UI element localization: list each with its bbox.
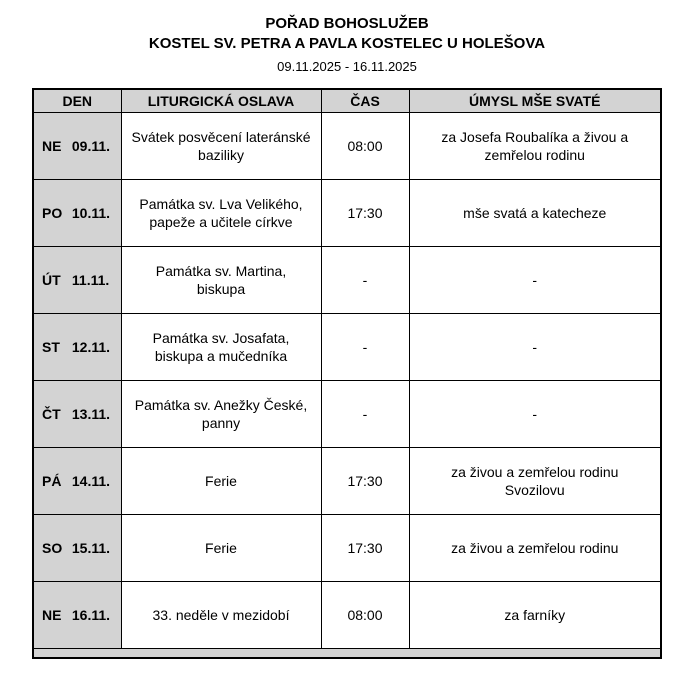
time-cell: 08:00: [321, 112, 409, 179]
day-abbr: PÁ: [42, 472, 62, 489]
footer-strip-cell: [33, 648, 661, 658]
celebration-cell: 33. neděle v mezidobí: [121, 581, 321, 648]
time-cell: 17:30: [321, 179, 409, 246]
day-abbr: NE: [42, 606, 62, 623]
church-name: KOSTEL SV. PETRA A PAVLA KOSTELEC U HOLEŠOVA: [148, 35, 546, 53]
time-cell: 17:30: [321, 514, 409, 581]
day-abbr: ČT: [42, 405, 61, 422]
day-abbr: ST: [42, 338, 60, 355]
day-abbr: ÚT: [42, 271, 61, 288]
intention-cell: za živou a zemřelou rodinu Svozilovu: [409, 447, 661, 514]
table-row: [33, 380, 661, 447]
table-row: [33, 514, 661, 581]
table-header-row: [33, 89, 661, 113]
day-cell: [33, 447, 121, 514]
header-cell-umysl: ÚMYSL MŠE SVATÉ: [409, 89, 661, 113]
day-date: 09.11.: [71, 137, 111, 154]
day-cell: [33, 514, 121, 581]
day-abbr: SO: [42, 539, 63, 556]
day-cell: [33, 581, 121, 648]
time-cell: -: [321, 313, 409, 380]
intention-cell: -: [409, 246, 661, 313]
time-cell: 08:00: [321, 581, 409, 648]
intention-cell: za Josefa Roubalíka a živou a zemřelou rodinu: [409, 112, 661, 179]
table-row: [33, 112, 661, 179]
date-range: 09.11.2025 - 16.11.2025: [277, 58, 417, 74]
day-cell: [33, 313, 121, 380]
table-row: [33, 313, 661, 380]
day-date: 13.11.: [71, 405, 111, 422]
page-title: POŘAD BOHOSLUŽEB: [265, 15, 429, 32]
celebration-cell: Ferie: [121, 514, 321, 581]
table-row: [33, 246, 661, 313]
intention-cell: za živou a zemřelou rodinu: [409, 514, 661, 581]
celebration-cell: Ferie: [121, 447, 321, 514]
day-abbr: PO: [42, 204, 63, 221]
celebration-cell: Památka sv. Josafata, biskupa a mučedníka: [121, 313, 321, 380]
intention-cell: -: [409, 313, 661, 380]
day-cell: [33, 246, 121, 313]
time-cell: 17:30: [321, 447, 409, 514]
celebration-cell: Památka sv. Lva Velikého, papeže a učitele církve: [121, 179, 321, 246]
table-footer-strip: [33, 648, 661, 658]
day-date: 10.11.: [71, 204, 111, 221]
day-date: 15.11.: [71, 539, 111, 556]
day-date: 12.11.: [71, 338, 111, 355]
intention-cell: za farníky: [409, 581, 661, 648]
intention-cell: -: [409, 380, 661, 447]
time-cell: -: [321, 246, 409, 313]
day-date: 14.11.: [71, 472, 111, 489]
table-row: [33, 581, 661, 648]
time-cell: -: [321, 380, 409, 447]
day-date: 11.11.: [71, 271, 110, 288]
day-cell: [33, 179, 121, 246]
header-cell-liturgicka-oslava: LITURGICKÁ OSLAVA: [121, 89, 321, 113]
day-abbr: NE: [42, 137, 62, 154]
table-row: [33, 179, 661, 246]
table-row: [33, 447, 661, 514]
header-cell-den: DEN: [33, 89, 121, 113]
day-date: 16.11.: [71, 606, 111, 623]
header-cell-cas: ČAS: [321, 89, 409, 113]
day-cell: [33, 380, 121, 447]
day-cell: [33, 112, 121, 179]
intention-cell: mše svatá a katecheze: [409, 179, 661, 246]
document-header: [0, 0, 694, 74]
schedule-table: [32, 88, 662, 660]
celebration-cell: Svátek posvěcení lateránské baziliky: [121, 112, 321, 179]
celebration-cell: Památka sv. Anežky České, panny: [121, 380, 321, 447]
celebration-cell: Památka sv. Martina, biskupa: [121, 246, 321, 313]
